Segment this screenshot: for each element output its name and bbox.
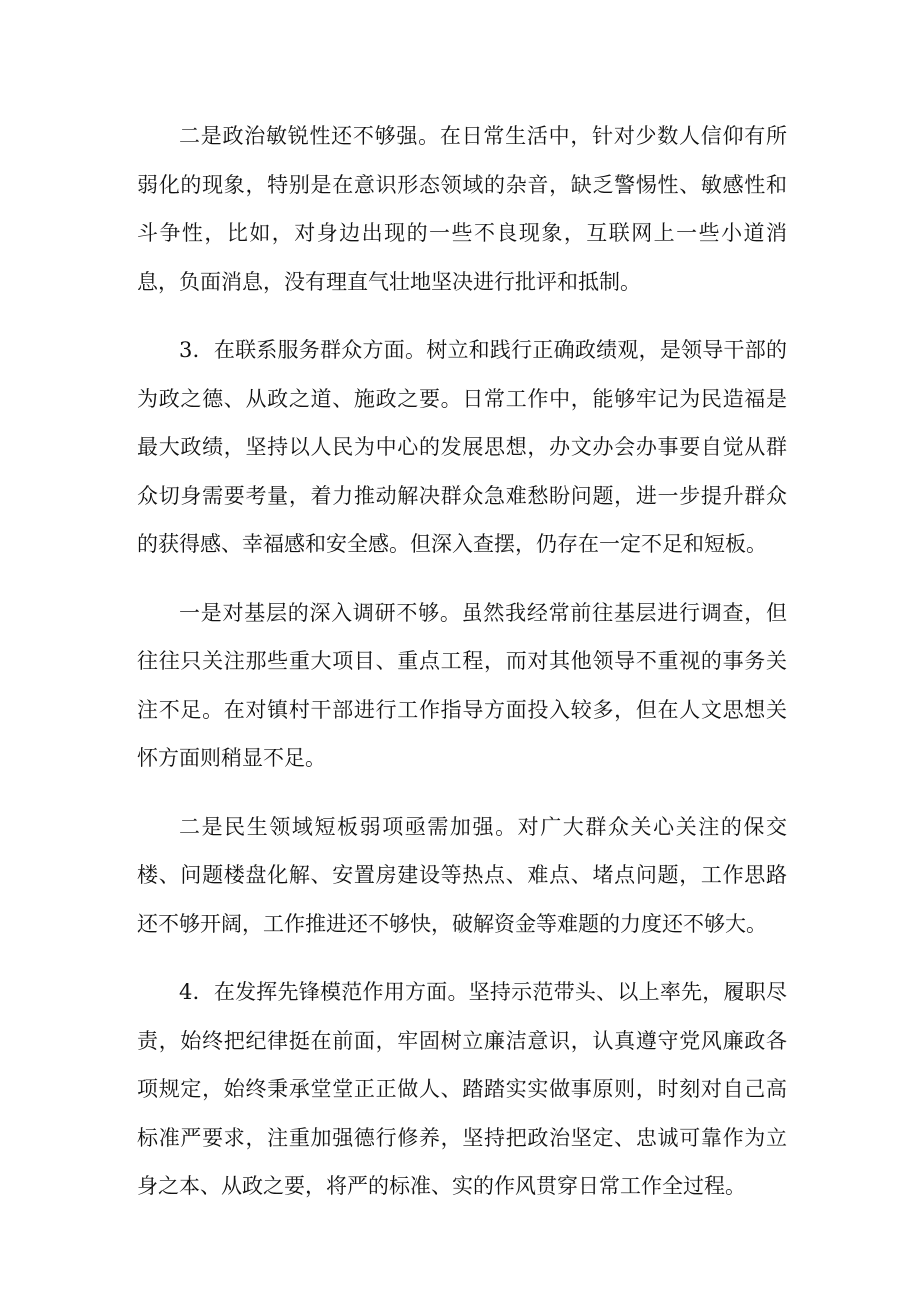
document-body [137, 112, 787, 1211]
paragraph-grassroots-research: 一是对基层的深入调研不够。虽然我经常前往基层进行调查，但往往只关注那些重大项目、重点工程，而对其他领导不重视的事务关注不足。在对镇村干部进行工作指导方面投入较多，但在人文思想关怀方面则稍显不足。 [137, 600, 787, 770]
paragraph-livelihood-shortcomings: 二是民生领域短板弱项亟需加强。对广大群众关心关注的保交楼、问题楼盘化解、安置房建设等热点、难点、堵点问题，工作思路还不够开阔，工作推进还不够快，破解资金等难题的力度还不够大。 [137, 814, 787, 936]
paragraph-political-sensitivity: 二是政治敏锐性还不够强。在日常生活中，针对少数人信仰有所弱化的现象，特别是在意识形态领域的杂音，缺乏警惕性、敏感性和斗争性，比如，对身边出现的一些不良现象，互联网上一些小道消息，负面消息，没有理直气壮地坚决进行批评和抵制。 [137, 124, 787, 294]
paragraph-serving-masses: 3．在联系服务群众方面。树立和践行正确政绩观，是领导干部的为政之德、从政之道、施政之要。日常工作中，能够牢记为民造福是最大政绩，坚持以人民为中心的发展思想，办文办会办事要自觉从群众切身需要考量，着力推动解决群众急难愁盼问题，进一步提升群众的获得感、幸福感和安全感。但深入查摆，仍存在一定不足和短板。 [137, 338, 787, 556]
paragraph-vanguard-role: 4．在发挥先锋模范作用方面。坚持示范带头、以上率先，履职尽责，始终把纪律挺在前面，牢固树立廉洁意识，认真遵守党风廉政各项规定，始终秉承堂堂正正做人、踏踏实实做事原则，时刻对自己高标准严要求，注重加强德行修养，坚持把政治坚定、忠诚可靠作为立身之本、从政之要，将严的标准、实的作风贯穿日常工作全过程。 [137, 980, 787, 1198]
